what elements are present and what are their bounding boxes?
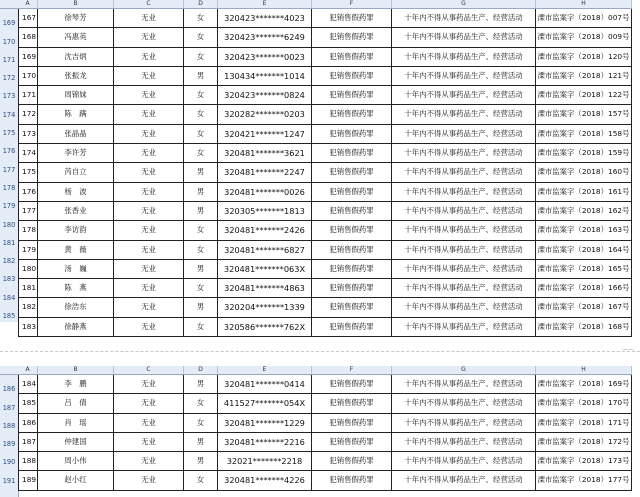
table-cell[interactable]: 杨 波 — [38, 183, 114, 201]
table-cell[interactable]: 十年内不得从事药品生产、经营活动 — [392, 298, 536, 316]
table-cell[interactable]: 溧市监案字（2018）169号 — [536, 375, 632, 393]
table-cell[interactable]: 无业 — [114, 163, 184, 181]
row-number[interactable]: 179 — [2, 202, 16, 211]
table-row — [18, 86, 632, 105]
table-cell[interactable]: 十年内不得从事药品生产、经营活动 — [392, 67, 536, 85]
table-cell[interactable]: 女 — [184, 125, 218, 143]
table-cell[interactable]: 犯销售假药罪 — [312, 414, 392, 432]
table-cell[interactable]: 320423*******0824 — [218, 86, 312, 104]
table-row — [18, 221, 632, 240]
table-cell[interactable]: 320481*******6827 — [218, 241, 312, 259]
table-cell[interactable]: 黄 薇 — [38, 241, 114, 259]
table-cell[interactable]: 188 — [18, 452, 38, 470]
table-cell[interactable]: 177 — [18, 202, 38, 220]
row-number[interactable]: 181 — [2, 238, 16, 247]
column-header-h[interactable]: H — [536, 366, 632, 374]
column-header-c[interactable]: C — [114, 366, 184, 374]
table-cell[interactable]: 无业 — [114, 9, 184, 27]
table-cell[interactable]: 溧市监案字（2018）167号 — [536, 298, 632, 316]
table-cell[interactable]: 无业 — [114, 241, 184, 259]
column-header-b[interactable]: B — [38, 366, 114, 374]
table-cell[interactable]: 冯惠英 — [38, 28, 114, 46]
table-cell[interactable]: 无业 — [114, 433, 184, 451]
row-number-gutter-top — [0, 0, 19, 322]
table-cell[interactable]: 167 — [18, 9, 38, 27]
table-cell[interactable]: 172 — [18, 105, 38, 123]
table-cell[interactable]: 徐琴芳 — [38, 9, 114, 27]
table-cell[interactable]: 陈 蹒 — [38, 105, 114, 123]
table-row — [18, 28, 632, 47]
table-cell[interactable]: 溧市监案字（2018）158号 — [536, 125, 632, 143]
table-cell[interactable]: 溧市监案字（2018）173号 — [536, 452, 632, 470]
table-cell[interactable]: 溧市监案字（2018）120号 — [536, 48, 632, 66]
table-row — [18, 105, 632, 124]
table-cell[interactable]: 320481*******2247 — [218, 163, 312, 181]
table-cell[interactable]: 犯销售假药罪 — [312, 125, 392, 143]
row-number[interactable]: 191 — [2, 476, 16, 485]
table-cell[interactable]: 男 — [184, 183, 218, 201]
table-cell[interactable]: 犯销售假药罪 — [312, 452, 392, 470]
table-cell[interactable]: 320204*******1339 — [218, 298, 312, 316]
table-row — [18, 433, 632, 452]
row-number[interactable]: 183 — [2, 275, 16, 284]
table-cell[interactable]: 溧市监案字（2018）177号 — [536, 471, 632, 489]
table-cell[interactable]: 芮自立 — [38, 163, 114, 181]
table-cell[interactable]: 溧市监案字（2018）163号 — [536, 221, 632, 239]
row-number[interactable]: 171 — [2, 55, 16, 64]
select-all-corner[interactable] — [0, 0, 18, 9]
table-cell[interactable]: 十年内不得从事药品生产、经营活动 — [392, 144, 536, 162]
table-cell[interactable]: 176 — [18, 183, 38, 201]
table-cell[interactable]: 溧市监案字（2018）162号 — [536, 202, 632, 220]
table-row — [18, 394, 632, 413]
table-cell[interactable]: 犯销售假药罪 — [312, 67, 392, 85]
table-body-top — [18, 9, 632, 337]
table-cell[interactable]: 320423*******6249 — [218, 28, 312, 46]
table-cell[interactable]: 无业 — [114, 202, 184, 220]
table-cell[interactable]: 女 — [184, 48, 218, 66]
table-cell[interactable]: 无业 — [114, 183, 184, 201]
table-cell[interactable]: 溧市监案字（2018）121号 — [536, 67, 632, 85]
table-cell[interactable]: 女 — [184, 9, 218, 27]
table-cell[interactable]: 犯销售假药罪 — [312, 221, 392, 239]
table-cell[interactable]: 犯销售假药罪 — [312, 433, 392, 451]
table-cell[interactable]: 320481*******3621 — [218, 144, 312, 162]
table-cell[interactable]: 171 — [18, 86, 38, 104]
table-cell[interactable]: 张香业 — [38, 202, 114, 220]
page-break-divider — [0, 351, 640, 352]
table-cell[interactable]: 犯销售假药罪 — [312, 48, 392, 66]
table-cell[interactable]: 十年内不得从事药品生产、经营活动 — [392, 375, 536, 393]
table-cell[interactable]: 320282*******0203 — [218, 105, 312, 123]
table-cell[interactable]: 犯销售假药罪 — [312, 318, 392, 336]
table-cell[interactable]: 犯销售假药罪 — [312, 183, 392, 201]
table-cell[interactable]: 十年内不得从事药品生产、经营活动 — [392, 125, 536, 143]
table-cell[interactable]: 无业 — [114, 414, 184, 432]
table-cell[interactable]: 411527*******054X — [218, 394, 312, 412]
table-cell[interactable]: 犯销售假药罪 — [312, 202, 392, 220]
table-cell[interactable]: 175 — [18, 163, 38, 181]
page-marker: —— — [622, 346, 634, 353]
row-number[interactable]: 184 — [2, 293, 16, 302]
table-cell[interactable]: 168 — [18, 28, 38, 46]
table-cell[interactable]: 女 — [184, 86, 218, 104]
table-cell[interactable]: 张振龙 — [38, 67, 114, 85]
table-cell[interactable]: 无业 — [114, 375, 184, 393]
table-row — [18, 471, 632, 490]
table-cell[interactable]: 女 — [184, 241, 218, 259]
table-cell[interactable]: 十年内不得从事药品生产、经营活动 — [392, 48, 536, 66]
table-cell[interactable]: 犯销售假药罪 — [312, 260, 392, 278]
table-cell[interactable]: 男 — [184, 260, 218, 278]
row-number[interactable]: 185 — [2, 312, 16, 321]
table-cell[interactable]: 320586*******762X — [218, 318, 312, 336]
table-cell[interactable]: 186 — [18, 414, 38, 432]
table-cell[interactable]: 女 — [184, 318, 218, 336]
table-cell[interactable]: 320423*******0023 — [218, 48, 312, 66]
table-cell[interactable]: 169 — [18, 48, 38, 66]
table-cell[interactable]: 182 — [18, 298, 38, 316]
table-row — [18, 375, 632, 394]
column-header-bar — [18, 366, 632, 375]
table-row — [18, 452, 632, 471]
column-header-h[interactable]: H — [536, 0, 632, 8]
table-row — [18, 9, 632, 28]
table-cell[interactable]: 犯销售假药罪 — [312, 105, 392, 123]
table-cell[interactable]: 李访韵 — [38, 221, 114, 239]
table-cell[interactable]: 徐静燕 — [38, 318, 114, 336]
table-cell[interactable]: 183 — [18, 318, 38, 336]
table-cell[interactable]: 溧市监案字（2018）122号 — [536, 86, 632, 104]
table-row — [18, 260, 632, 279]
row-number[interactable]: 178 — [2, 183, 16, 192]
table-cell[interactable]: 320481*******1229 — [218, 414, 312, 432]
row-number[interactable]: 170 — [2, 37, 16, 46]
table-cell[interactable]: 十年内不得从事药品生产、经营活动 — [392, 183, 536, 201]
column-header-d[interactable]: D — [184, 366, 218, 374]
table-cell[interactable]: 320481*******0026 — [218, 183, 312, 201]
table-cell[interactable]: 十年内不得从事药品生产、经营活动 — [392, 279, 536, 297]
table-cell[interactable]: 320421*******1247 — [218, 125, 312, 143]
table-cell[interactable]: 184 — [18, 375, 38, 393]
table-cell[interactable]: 溧市监案字（2018）159号 — [536, 144, 632, 162]
table-cell[interactable]: 溧市监案字（2018）161号 — [536, 183, 632, 201]
table-cell[interactable]: 汤 巍 — [38, 260, 114, 278]
table-cell[interactable]: 犯销售假药罪 — [312, 298, 392, 316]
table-row — [18, 414, 632, 433]
sheet-page-top — [18, 0, 632, 337]
table-cell[interactable]: 无业 — [114, 105, 184, 123]
table-cell[interactable]: 犯销售假药罪 — [312, 144, 392, 162]
table-cell[interactable]: 犯销售假药罪 — [312, 279, 392, 297]
table-cell[interactable]: 吕 倩 — [38, 394, 114, 412]
table-cell[interactable]: 无业 — [114, 298, 184, 316]
table-cell[interactable]: 320481*******2216 — [218, 433, 312, 451]
table-cell[interactable]: 320305*******1813 — [218, 202, 312, 220]
table-cell[interactable]: 周锦妹 — [38, 86, 114, 104]
column-header-b[interactable]: B — [38, 0, 114, 8]
table-cell[interactable]: 李 鹏 — [38, 375, 114, 393]
table-cell[interactable]: 无业 — [114, 221, 184, 239]
column-header-g[interactable]: G — [392, 0, 536, 8]
table-body-bottom — [18, 375, 632, 491]
table-row — [18, 298, 632, 317]
column-header-e[interactable]: E — [218, 0, 312, 8]
column-header-c[interactable]: C — [114, 0, 184, 8]
select-all-corner[interactable] — [0, 366, 18, 375]
table-cell[interactable]: 181 — [18, 279, 38, 297]
table-cell[interactable]: 十年内不得从事药品生产、经营活动 — [392, 163, 536, 181]
table-cell[interactable]: 男 — [184, 433, 218, 451]
table-cell[interactable]: 李许芳 — [38, 144, 114, 162]
table-cell[interactable]: 十年内不得从事药品生产、经营活动 — [392, 318, 536, 336]
table-cell[interactable]: 女 — [184, 28, 218, 46]
column-header-a[interactable]: A — [18, 366, 38, 374]
table-cell[interactable]: 十年内不得从事药品生产、经营活动 — [392, 394, 536, 412]
table-cell[interactable]: 无业 — [114, 67, 184, 85]
table-cell[interactable]: 徐浩东 — [38, 298, 114, 316]
table-row — [18, 241, 632, 260]
table-row — [18, 318, 632, 337]
table-cell[interactable]: 无业 — [114, 86, 184, 104]
table-cell[interactable]: 男 — [184, 375, 218, 393]
sheet-page-bottom — [18, 366, 632, 491]
table-cell[interactable]: 女 — [184, 105, 218, 123]
row-number-gutter-bottom — [0, 366, 19, 497]
table-cell[interactable]: 女 — [184, 221, 218, 239]
table-cell[interactable]: 赵小红 — [38, 471, 114, 489]
row-number[interactable]: 176 — [2, 147, 16, 156]
table-cell[interactable]: 男 — [184, 163, 218, 181]
table-cell[interactable]: 320481*******0414 — [218, 375, 312, 393]
table-cell[interactable]: 189 — [18, 471, 38, 489]
table-cell[interactable]: 溧市监案字（2018）172号 — [536, 433, 632, 451]
table-cell[interactable]: 溧市监案字（2018）160号 — [536, 163, 632, 181]
table-cell[interactable]: 320481*******2426 — [218, 221, 312, 239]
table-cell[interactable]: 十年内不得从事药品生产、经营活动 — [392, 241, 536, 259]
row-number[interactable]: 180 — [2, 220, 16, 229]
table-cell[interactable]: 320423*******4023 — [218, 9, 312, 27]
table-cell[interactable]: 女 — [184, 279, 218, 297]
table-cell[interactable]: 十年内不得从事药品生产、经营活动 — [392, 260, 536, 278]
table-cell[interactable]: 179 — [18, 241, 38, 259]
table-cell[interactable]: 无业 — [114, 125, 184, 143]
table-cell[interactable]: 320481*******4226 — [218, 471, 312, 489]
table-cell[interactable]: 周小伟 — [38, 452, 114, 470]
table-cell[interactable]: 170 — [18, 67, 38, 85]
table-cell[interactable]: 犯销售假药罪 — [312, 375, 392, 393]
table-cell[interactable]: 180 — [18, 260, 38, 278]
table-cell[interactable]: 十年内不得从事药品生产、经营活动 — [392, 414, 536, 432]
column-header-e[interactable]: E — [218, 366, 312, 374]
column-header-d[interactable]: D — [184, 0, 218, 8]
column-header-a[interactable]: A — [18, 0, 38, 8]
table-cell[interactable]: 130434*******1014 — [218, 67, 312, 85]
row-number[interactable]: 187 — [2, 403, 16, 412]
table-cell[interactable]: 无业 — [114, 279, 184, 297]
table-cell[interactable]: 无业 — [114, 394, 184, 412]
row-number[interactable]: 173 — [2, 92, 16, 101]
table-cell[interactable]: 178 — [18, 221, 38, 239]
table-cell[interactable]: 溧市监案字（2018）166号 — [536, 279, 632, 297]
table-cell[interactable]: 男 — [184, 202, 218, 220]
table-cell[interactable]: 犯销售假药罪 — [312, 9, 392, 27]
table-cell[interactable]: 仲建国 — [38, 433, 114, 451]
table-cell[interactable]: 陈 燕 — [38, 279, 114, 297]
table-row — [18, 202, 632, 221]
table-cell[interactable]: 十年内不得从事药品生产、经营活动 — [392, 9, 536, 27]
table-row — [18, 144, 632, 163]
table-cell[interactable]: 185 — [18, 394, 38, 412]
table-cell[interactable]: 174 — [18, 144, 38, 162]
table-row — [18, 125, 632, 144]
row-number[interactable]: 182 — [2, 257, 16, 266]
table-cell[interactable]: 无业 — [114, 48, 184, 66]
table-cell[interactable]: 十年内不得从事药品生产、经营活动 — [392, 433, 536, 451]
table-cell[interactable]: 187 — [18, 433, 38, 451]
table-cell[interactable]: 无业 — [114, 471, 184, 489]
table-cell[interactable]: 男 — [184, 298, 218, 316]
column-header-bar — [18, 0, 632, 9]
table-cell[interactable]: 十年内不得从事药品生产、经营活动 — [392, 471, 536, 489]
table-cell[interactable]: 十年内不得从事药品生产、经营活动 — [392, 221, 536, 239]
row-number[interactable]: 189 — [2, 440, 16, 449]
table-cell[interactable]: 溧市监案字（2018）007号 — [536, 9, 632, 27]
table-cell[interactable]: 肖 瑶 — [38, 414, 114, 432]
table-cell[interactable]: 十年内不得从事药品生产、经营活动 — [392, 452, 536, 470]
table-cell[interactable]: 溧市监案字（2018）164号 — [536, 241, 632, 259]
table-cell[interactable]: 女 — [184, 471, 218, 489]
table-cell[interactable]: 十年内不得从事药品生产、经营活动 — [392, 105, 536, 123]
table-row — [18, 183, 632, 202]
row-number[interactable]: 186 — [2, 385, 16, 394]
row-number[interactable]: 172 — [2, 74, 16, 83]
table-cell[interactable]: 犯销售假药罪 — [312, 394, 392, 412]
table-cell[interactable]: 犯销售假药罪 — [312, 471, 392, 489]
table-cell[interactable]: 女 — [184, 394, 218, 412]
table-cell[interactable]: 320481*******063X — [218, 260, 312, 278]
row-number[interactable]: 177 — [2, 165, 16, 174]
table-cell[interactable]: 溧市监案字（2018）168号 — [536, 318, 632, 336]
column-header-f[interactable]: F — [312, 0, 392, 8]
table-cell[interactable]: 沈吉炳 — [38, 48, 114, 66]
row-number[interactable]: 175 — [2, 129, 16, 138]
table-cell[interactable]: 男 — [184, 452, 218, 470]
table-cell[interactable]: 无业 — [114, 318, 184, 336]
table-cell[interactable]: 320481*******4863 — [218, 279, 312, 297]
table-row — [18, 67, 632, 86]
table-cell[interactable]: 溧市监案字（2018）009号 — [536, 28, 632, 46]
table-cell[interactable]: 溧市监案字（2018）165号 — [536, 260, 632, 278]
table-cell[interactable]: 无业 — [114, 260, 184, 278]
table-cell[interactable]: 男 — [184, 67, 218, 85]
table-cell[interactable]: 173 — [18, 125, 38, 143]
table-cell[interactable]: 十年内不得从事药品生产、经营活动 — [392, 28, 536, 46]
row-number[interactable]: 188 — [2, 421, 16, 430]
table-cell[interactable]: 女 — [184, 144, 218, 162]
table-cell[interactable]: 十年内不得从事药品生产、经营活动 — [392, 86, 536, 104]
table-cell[interactable]: 女 — [184, 414, 218, 432]
table-row — [18, 163, 632, 182]
table-cell[interactable]: 无业 — [114, 452, 184, 470]
column-header-g[interactable]: G — [392, 366, 536, 374]
table-row — [18, 279, 632, 298]
table-cell[interactable]: 犯销售假药罪 — [312, 163, 392, 181]
table-cell[interactable]: 无业 — [114, 144, 184, 162]
table-row — [18, 48, 632, 67]
table-cell[interactable]: 犯销售假药罪 — [312, 86, 392, 104]
table-cell[interactable]: 溧市监案字（2018）157号 — [536, 105, 632, 123]
row-number[interactable]: 169 — [2, 19, 16, 28]
table-cell[interactable]: 溧市监案字（2018）171号 — [536, 414, 632, 432]
table-cell[interactable]: 犯销售假药罪 — [312, 241, 392, 259]
column-header-f[interactable]: F — [312, 366, 392, 374]
table-cell[interactable]: 无业 — [114, 28, 184, 46]
row-number[interactable]: 174 — [2, 110, 16, 119]
table-cell[interactable]: 犯销售假药罪 — [312, 28, 392, 46]
table-cell[interactable]: 溧市监案字（2018）170号 — [536, 394, 632, 412]
table-cell[interactable]: 张晶晶 — [38, 125, 114, 143]
table-cell[interactable]: 十年内不得从事药品生产、经营活动 — [392, 202, 536, 220]
table-cell[interactable]: 32021*******2218 — [218, 452, 312, 470]
row-number[interactable]: 190 — [2, 458, 16, 467]
